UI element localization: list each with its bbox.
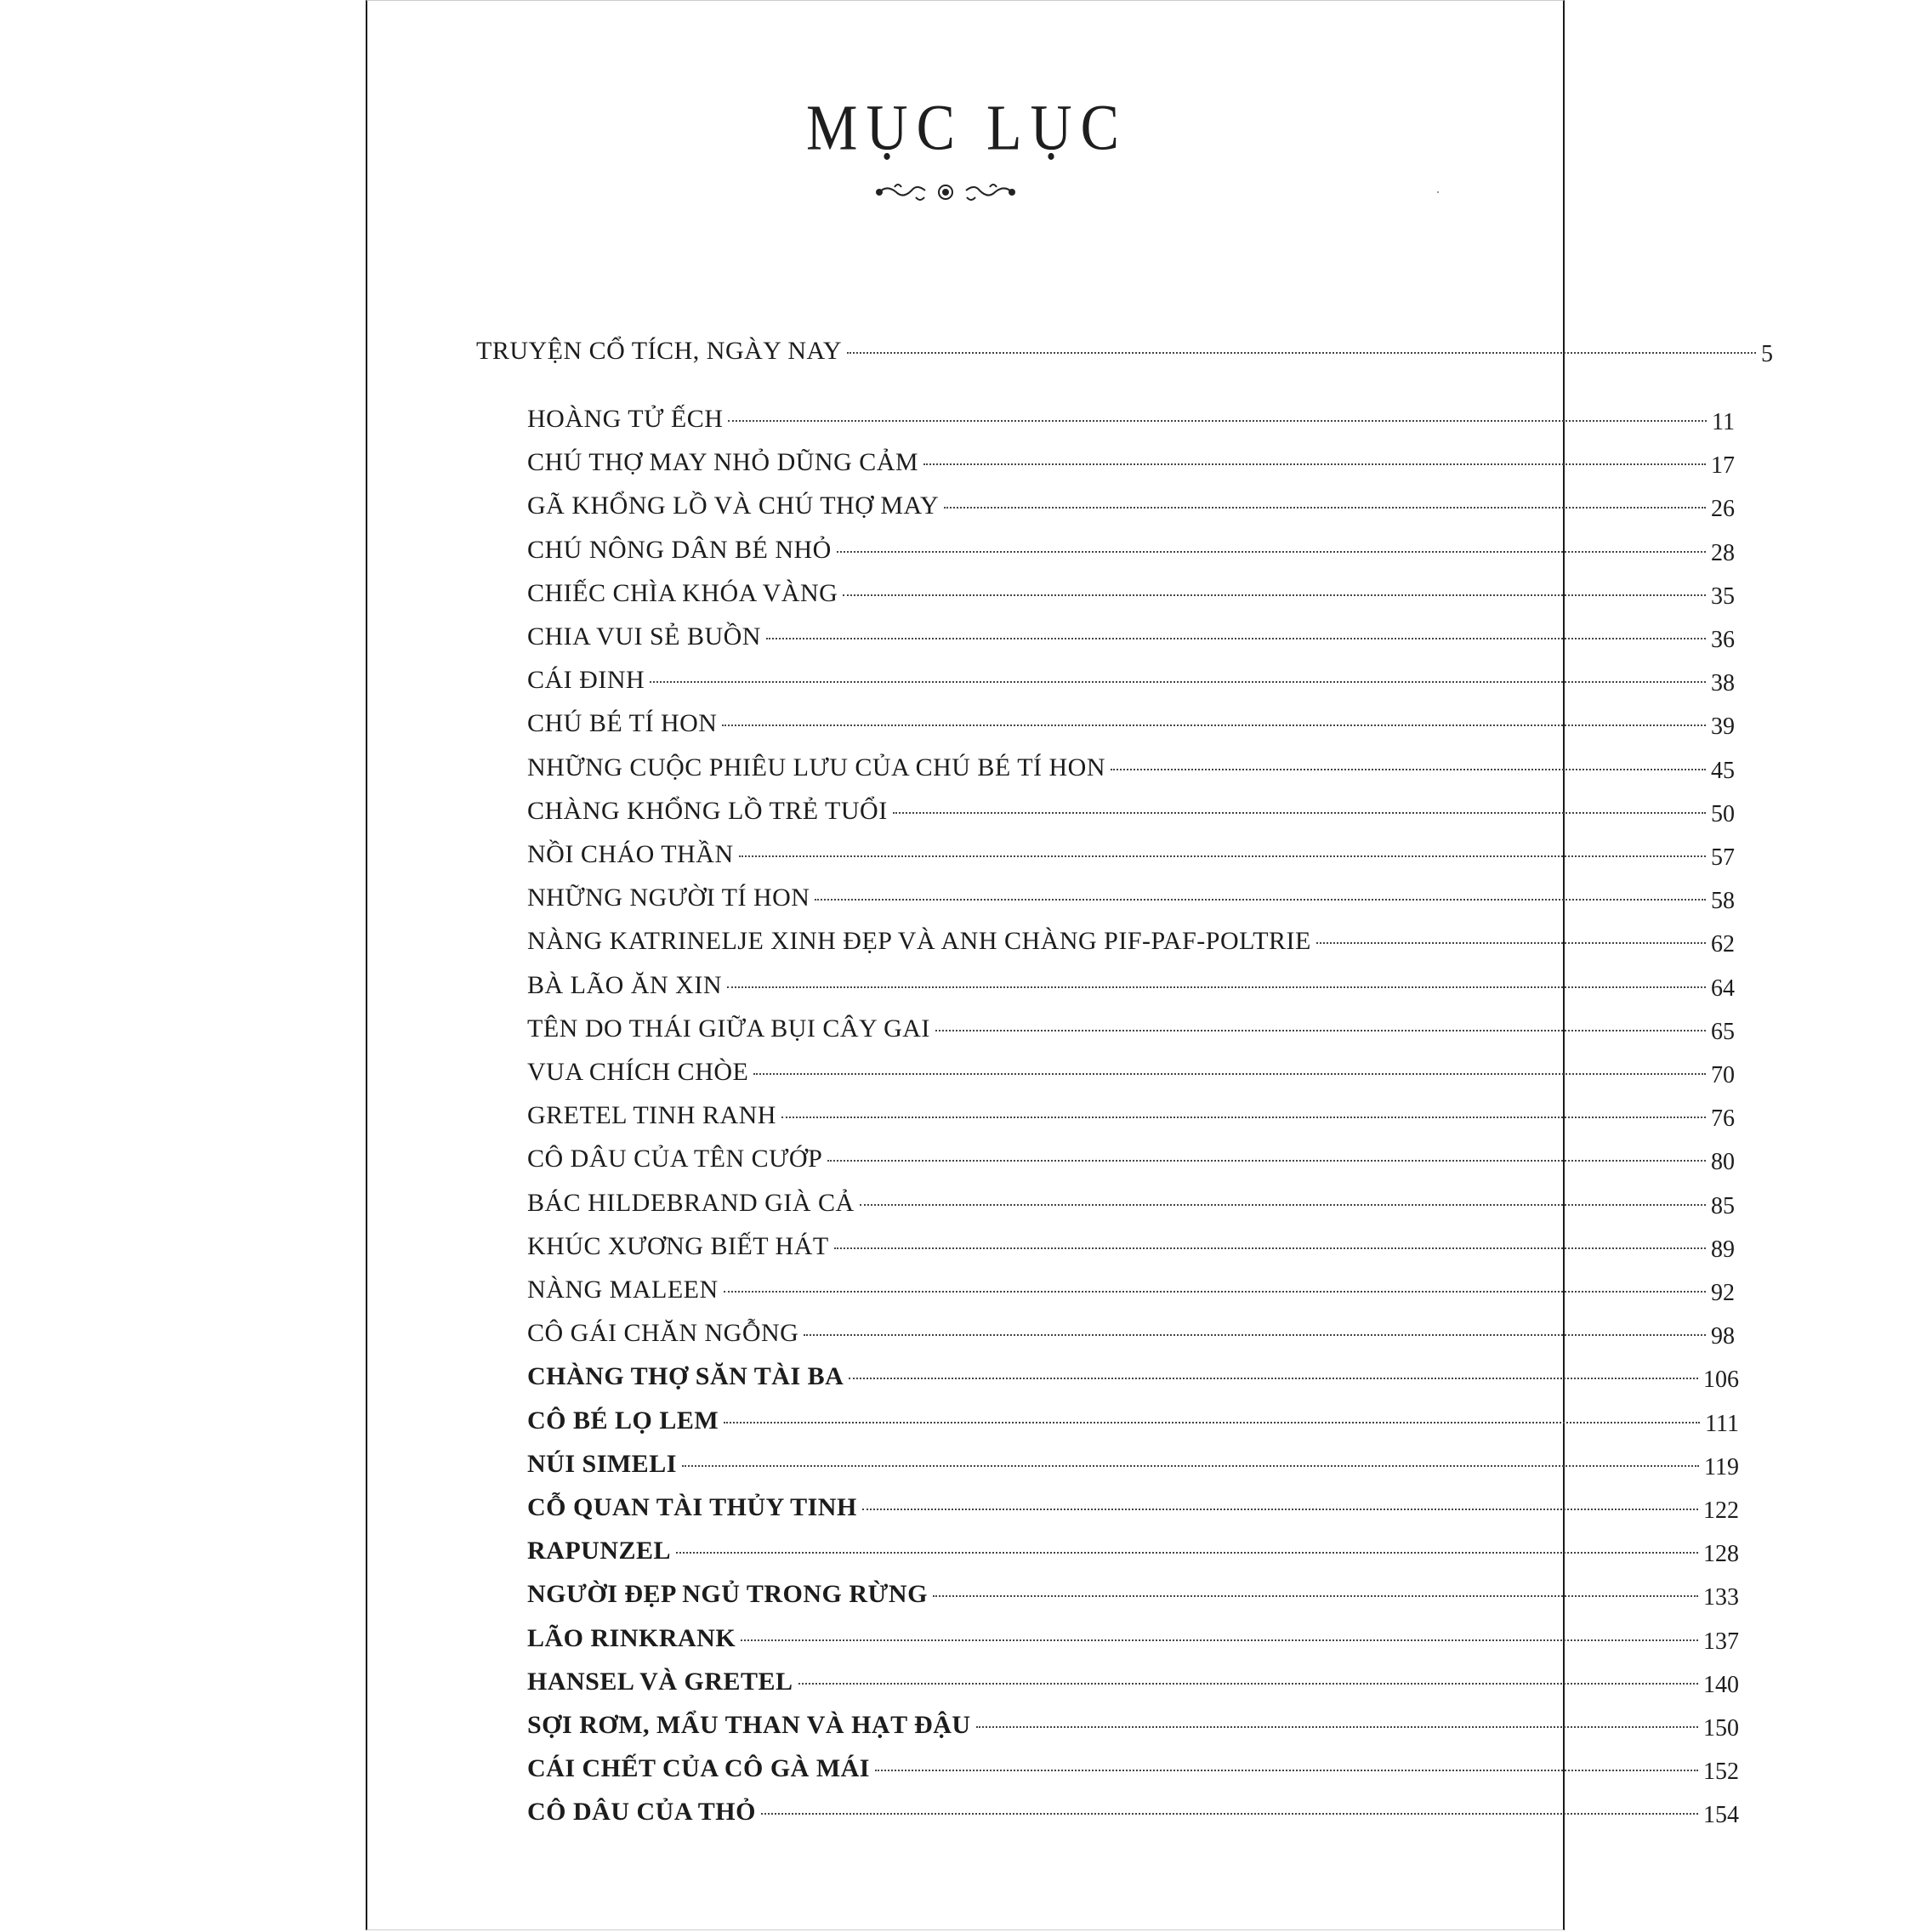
leader-dots <box>724 1422 1700 1423</box>
toc-entry-page: 50 <box>1711 801 1735 827</box>
leader-dots <box>1111 769 1706 770</box>
toc-entry-label: CHIẾC CHÌA KHÓA VÀNG <box>527 579 838 607</box>
toc-entry[interactable] <box>527 1752 1739 1787</box>
toc-entry-label: CHIA VUI SẺ BUỒN <box>527 622 761 651</box>
toc-entry-page: 28 <box>1711 540 1735 566</box>
toc-entry-page: 98 <box>1711 1323 1735 1350</box>
leader-dots <box>781 1117 1706 1118</box>
toc-entry[interactable] <box>527 446 1735 480</box>
toc-entry-label: NÀNG MALEEN <box>527 1276 719 1304</box>
toc-entry-page: 26 <box>1711 496 1735 522</box>
leader-dots <box>722 724 1706 726</box>
toc-entry-page: 17 <box>1711 452 1735 479</box>
toc-entry-label: NỒI CHÁO THẦN <box>527 840 734 868</box>
toc-entry-page: 128 <box>1703 1541 1739 1567</box>
toc-entry-label: CÁI ĐINH <box>527 666 645 694</box>
leader-dots <box>761 1813 1698 1815</box>
toc-entry-label: CHÚ NÔNG DÂN BÉ NHỎ <box>527 536 832 564</box>
floral-ornament-icon <box>869 175 1022 209</box>
toc-entry-page: 140 <box>1703 1672 1739 1698</box>
toc-entry[interactable] <box>527 1360 1739 1395</box>
toc-entry-label: CHÚ THỢ MAY NHỎ DŨNG CẢM <box>527 448 919 476</box>
toc-entry-label: LÃO RINKRANK <box>527 1624 736 1652</box>
toc-entry-label: TÊN DO THÁI GIỮA BỤI CÂY GAI <box>527 1014 930 1043</box>
toc-entry[interactable] <box>527 1142 1735 1177</box>
toc-entry-label: HANSEL VÀ GRETEL <box>527 1668 793 1696</box>
leader-dots <box>827 1160 1706 1162</box>
toc-entry-label: CÁI CHẾT CỦA CÔ GÀ MÁI <box>527 1754 870 1782</box>
toc-entry-label: NÚI SIMELI <box>527 1450 677 1478</box>
toc-entry-page: 137 <box>1703 1628 1739 1655</box>
toc-entry-label: HOÀNG TỬ ẾCH <box>527 405 724 433</box>
leader-dots <box>766 638 1706 639</box>
toc-entry-page: 106 <box>1703 1367 1739 1393</box>
leader-dots <box>804 1334 1706 1336</box>
toc-entry-label: GÃ KHỔNG LỒ VÀ CHÚ THỢ MAY <box>527 492 940 520</box>
leader-dots <box>739 855 1706 857</box>
toc-entry-page: 133 <box>1703 1584 1739 1611</box>
toc-entry[interactable] <box>527 1273 1735 1308</box>
toc-entry[interactable] <box>527 1186 1735 1221</box>
toc-entry[interactable] <box>527 1534 1739 1569</box>
toc-entry[interactable] <box>527 838 1735 872</box>
toc-entry-page: 111 <box>1705 1411 1739 1437</box>
table-of-contents <box>367 1 1773 1931</box>
toc-entry[interactable] <box>527 533 1735 568</box>
toc-entry-page: 119 <box>1704 1454 1739 1480</box>
toc-entry-label: NHỮNG CUỘC PHIÊU LƯU CỦA CHÚ BÉ TÍ HON <box>527 753 1106 781</box>
toc-entry[interactable] <box>527 881 1735 916</box>
leader-dots <box>753 1073 1706 1075</box>
leader-dots <box>676 1552 1698 1554</box>
leader-dots <box>849 1378 1698 1379</box>
toc-entry-page: 89 <box>1711 1236 1735 1263</box>
toc-entry-label: CÔ GÁI CHĂN NGỖNG <box>527 1319 799 1347</box>
toc-entry-label: CÔ DÂU CỦA THỎ <box>527 1798 756 1826</box>
toc-entry-page: 35 <box>1711 583 1735 610</box>
toc-entry-page: 58 <box>1711 888 1735 914</box>
toc-entry[interactable] <box>527 969 1735 1003</box>
leader-dots <box>728 420 1707 422</box>
toc-entry-label: SỢI RƠM, MẨU THAN VÀ HẠT ĐẬU <box>527 1711 971 1739</box>
toc-entry-page: 92 <box>1711 1280 1735 1306</box>
toc-entry[interactable] <box>527 577 1735 611</box>
toc-entry-page: 45 <box>1711 758 1735 784</box>
toc-entry[interactable] <box>527 794 1735 829</box>
leader-dots <box>847 352 1756 354</box>
toc-entry[interactable] <box>527 1099 1735 1134</box>
toc-entry-label: NGƯỜI ĐẸP NGỦ TRONG RỪNG <box>527 1580 928 1608</box>
leader-dots <box>862 1509 1698 1510</box>
toc-entry-page: 152 <box>1703 1759 1739 1785</box>
toc-entry-label: CHÀNG KHỔNG LỒ TRẺ TUỔI <box>527 797 888 825</box>
toc-entry[interactable] <box>527 1012 1735 1047</box>
toc-entry-page: 76 <box>1711 1105 1735 1132</box>
toc-entry-page: 80 <box>1711 1149 1735 1175</box>
toc-entry[interactable] <box>527 1708 1739 1743</box>
toc-entry-label: NÀNG KATRINELJE XINH ĐẸP VÀ ANH CHÀNG PIF-PAF-POLTRIE <box>527 927 1311 955</box>
toc-entry-page: 150 <box>1703 1715 1739 1742</box>
toc-entry[interactable] <box>527 1316 1735 1351</box>
toc-entry[interactable] <box>527 1622 1739 1656</box>
leader-dots <box>650 681 1706 683</box>
toc-entry[interactable] <box>527 1447 1739 1482</box>
book-page <box>366 0 1773 1930</box>
toc-entry[interactable] <box>527 1404 1739 1439</box>
toc-entry[interactable] <box>527 1795 1739 1830</box>
toc-entry-label: NHỮNG NGƯỜI TÍ HON <box>527 884 810 912</box>
toc-entry-label: CHÚ BÉ TÍ HON <box>527 709 718 737</box>
toc-entry-label: BÀ LÃO ĂN XIN <box>527 971 722 999</box>
leader-dots <box>682 1465 1699 1467</box>
leader-dots <box>1316 942 1706 944</box>
toc-entry[interactable] <box>527 1577 1739 1612</box>
toc-entry[interactable] <box>527 620 1735 655</box>
leader-dots <box>923 463 1706 465</box>
toc-entry-label: VUA CHÍCH CHÒE <box>527 1058 749 1086</box>
toc-entry-intro[interactable] <box>476 334 1773 369</box>
leader-dots <box>741 1639 1698 1641</box>
toc-entry-label: GRETEL TINH RANH <box>527 1101 776 1129</box>
toc-entry-page: 5 <box>1761 341 1773 367</box>
toc-entry-page: 122 <box>1703 1497 1739 1524</box>
toc-entry[interactable] <box>527 751 1735 786</box>
toc-entry-label: CỖ QUAN TÀI THỦY TINH <box>527 1493 857 1521</box>
toc-entry-label: CÔ BÉ LỌ LEM <box>527 1406 719 1435</box>
leader-dots <box>834 1247 1706 1249</box>
toc-entry[interactable] <box>527 402 1735 437</box>
toc-entry[interactable] <box>527 924 1735 959</box>
toc-entry[interactable] <box>527 707 1735 742</box>
toc-entry-page: 65 <box>1711 1019 1735 1045</box>
toc-entry-page: 38 <box>1711 670 1735 696</box>
toc-entry-page: 39 <box>1711 713 1735 740</box>
toc-entry-label: TRUYỆN CỔ TÍCH, NGÀY NAY <box>476 337 843 365</box>
leader-dots <box>843 594 1706 596</box>
leader-dots <box>933 1595 1698 1597</box>
leader-dots <box>935 1030 1706 1031</box>
toc-entry-page: 85 <box>1711 1193 1735 1219</box>
leader-dots <box>875 1770 1698 1771</box>
toc-entry-label: CÔ DÂU CỦA TÊN CƯỚP <box>527 1145 823 1173</box>
toc-entry-label: CHÀNG THỢ SĂN TÀI BA <box>527 1362 844 1390</box>
toc-entry-page: 70 <box>1711 1062 1735 1088</box>
toc-entry[interactable] <box>527 1055 1735 1090</box>
toc-entry[interactable] <box>527 1665 1739 1700</box>
leader-dots <box>944 507 1706 509</box>
leader-dots <box>815 899 1706 901</box>
leader-dots <box>893 812 1706 814</box>
toc-entry-page: 57 <box>1711 844 1735 871</box>
leader-dots <box>727 986 1706 988</box>
toc-entry-page: 62 <box>1711 931 1735 957</box>
leader-dots <box>976 1726 1698 1728</box>
page-title: MỤC LỤC <box>806 91 1128 164</box>
leader-dots <box>724 1291 1706 1293</box>
leader-dots <box>837 551 1706 553</box>
toc-entry-page: 154 <box>1703 1802 1739 1828</box>
leader-dots <box>798 1683 1698 1685</box>
toc-entry-label: BÁC HILDEBRAND GIÀ CẢ <box>527 1189 855 1217</box>
leader-dots <box>860 1204 1706 1206</box>
toc-entry-page: 36 <box>1711 627 1735 653</box>
toc-entry[interactable] <box>527 1230 1735 1264</box>
toc-entry-page: 64 <box>1711 975 1735 1002</box>
toc-entry[interactable] <box>527 1491 1739 1526</box>
toc-entry-label: RAPUNZEL <box>527 1537 672 1565</box>
toc-entry[interactable] <box>527 663 1735 698</box>
toc-entry-page: 11 <box>1712 409 1735 435</box>
toc-entry[interactable] <box>527 489 1735 524</box>
dust-speck <box>1437 191 1439 193</box>
toc-entry-label: KHÚC XƯƠNG BIẾT HÁT <box>527 1232 829 1260</box>
